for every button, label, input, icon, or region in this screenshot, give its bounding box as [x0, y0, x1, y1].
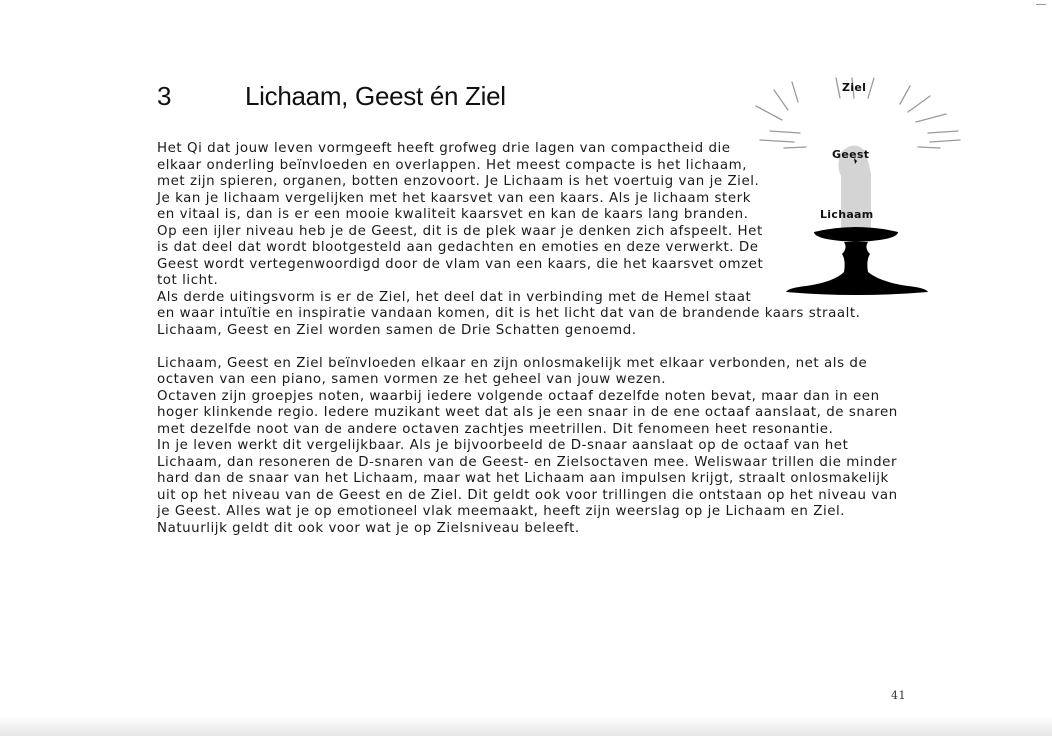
label-lichaam: Lichaam [820, 208, 874, 221]
candlestick [786, 227, 928, 295]
page-corner-mark [1036, 4, 1046, 5]
candle-icon [740, 76, 970, 306]
label-ziel: Ziel [842, 81, 867, 94]
page-number: 41 [891, 689, 906, 702]
paragraph-4: Lichaam, Geest en Ziel beïnvloeden elkaar en zijn onlosmakelijk met elkaar verbonden, net als de octaven van een piano, samen vormen ze het geheel van jouw wezen. [157, 355, 868, 387]
paragraph-5: Octaven zijn groepjes noten, waarbij iedere volgende octaaf dezelfde noten bevat, maar dan in een hoger klinkende regio. Iedere muzikant weet dat als je een snaar in de ene octaaf aanslaat, de snaren met dezelfde noot van de andere octaven zachtjes meetrillen. Dit fenomeen heet resonantie. [157, 388, 898, 437]
candle-illustration [740, 76, 970, 306]
page-bottom-shadow [0, 716, 1052, 736]
paragraph-1: Het Qi dat jouw leven vormgeeft heeft grofweg drie lagen van compactheid die elkaar onderling beïnvloeden en overlappen. Het meest compacte is het lichaam, met zijn spieren, organen, botten enzovoort. Je Lichaam is het voertuig van je Ziel. Je kan je lichaam vergelijken met het kaarsvet van een kaars. Als je lichaam sterk en vitaal is, dan is er een mooie kwaliteit kaarsvet en kan de kaars lang branden. [157, 141, 760, 222]
chapter-number: 3 [157, 81, 172, 111]
paragraph-2: Op een ijler niveau heb je de Geest, dit is de plek waar je denken zich afspeelt. Het is dat deel dat wordt blootgesteld aan gedachten en emoties en deze verwerkt. De Geest wordt vertegenwoordigd door de vlam van een kaars, die het kaarsvet omzet tot licht. [157, 223, 764, 288]
chapter-title: Lichaam, Geest én Ziel [245, 81, 506, 111]
paragraph-6: In je leven werkt dit vergelijkbaar. Als je bijvoorbeeld de D-snaar aanslaat op de octaaf van het Lichaam, dan resoneren de D-snaren van de Geest- en Zielsoctaven mee. Weliswaar trillen die minder hard dan de snaar van het Lichaam, maar wat het Lichaam aan impulsen krijgt, straalt onlosmakelijk uit op het niveau van de Geest en de Ziel. Dit geldt ook voor trillingen die ontstaan op het niveau van je Geest. Alles wat je op emotioneel vlak meemaakt, heeft zijn weerslag op je Lichaam en Ziel. Natuurlijk geldt dit ook voor wat je op Zielsniveau beleeft. [157, 438, 898, 536]
chapter-heading [157, 80, 506, 112]
paragraph-3: Als derde uitingsvorm is er de Ziel, het deel dat in verbinding met de Hemel staat en waar intuïtie en inspiratie vandaan komen, dit is het licht dat van de brandende kaars straalt. Lichaam, Geest en Ziel worden samen de Drie Schatten genoemd. [157, 289, 861, 338]
label-geest: Geest [832, 148, 870, 161]
paragraph-gap [157, 339, 912, 356]
